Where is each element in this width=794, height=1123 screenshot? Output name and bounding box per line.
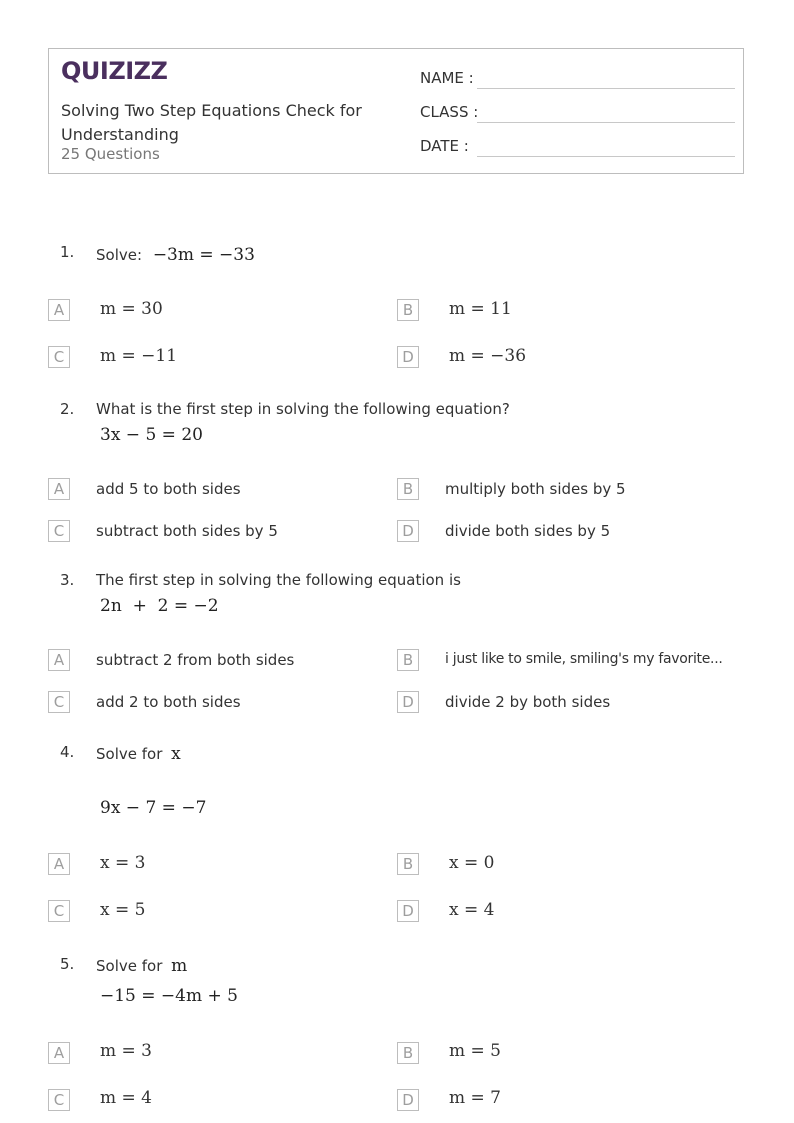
choice-a[interactable]: subtract 2 from both sides [96, 651, 295, 669]
choice-a[interactable]: add 5 to both sides [96, 480, 241, 498]
question-variable: m [171, 956, 188, 976]
question-text: What is the first step in solving the following equation? [96, 400, 510, 418]
choice-letter-c[interactable]: C [48, 520, 70, 542]
choice-letter-d[interactable]: D [397, 346, 419, 368]
choice-b[interactable]: multiply both sides by 5 [445, 480, 626, 498]
class-label: CLASS : [420, 103, 479, 121]
choice-letter-d[interactable]: D [397, 900, 419, 922]
class-line[interactable] [477, 122, 735, 123]
question-number: 1. [60, 243, 75, 261]
choice-b[interactable]: m = 5 [449, 1041, 501, 1061]
choice-letter-a[interactable]: A [48, 299, 70, 321]
question-equation: 9x − 7 = −7 [100, 798, 207, 818]
choice-letter-d[interactable]: D [397, 520, 419, 542]
question-equation: 3x − 5 = 20 [100, 425, 203, 445]
choice-c[interactable]: m = −11 [100, 346, 178, 366]
question-prompt: Solve: [96, 246, 143, 264]
name-field[interactable] [420, 65, 735, 91]
choice-letter-b[interactable]: B [397, 299, 419, 321]
question-equation: 2n + 2 = −2 [100, 596, 219, 616]
choice-b[interactable]: i just like to smile, smiling's my favorite... [445, 651, 723, 667]
choice-letter-d[interactable]: D [397, 691, 419, 713]
name-label: NAME : [420, 69, 474, 87]
choice-letter-a[interactable]: A [48, 478, 70, 500]
question-text [96, 956, 187, 976]
question-number: 4. [60, 743, 75, 761]
choice-c[interactable]: add 2 to both sides [96, 693, 241, 711]
choice-b[interactable]: m = 11 [449, 299, 512, 319]
choice-d[interactable]: divide 2 by both sides [445, 693, 611, 711]
choice-c[interactable]: subtract both sides by 5 [96, 522, 278, 540]
name-line[interactable] [477, 88, 735, 89]
quizizz-logo: QUIZIZZ [61, 57, 168, 85]
question-text [96, 245, 255, 265]
choice-letter-c[interactable]: C [48, 1089, 70, 1111]
question-number: 2. [60, 400, 75, 418]
question-text [96, 744, 181, 764]
question-prompt: Solve for [96, 745, 163, 763]
question-number: 5. [60, 955, 75, 973]
question-prompt: Solve for [96, 957, 163, 975]
choice-letter-c[interactable]: C [48, 346, 70, 368]
choice-letter-d[interactable]: D [397, 1089, 419, 1111]
choice-letter-b[interactable]: B [397, 649, 419, 671]
choice-a[interactable]: m = 3 [100, 1041, 152, 1061]
question-text: The first step in solving the following equation is [96, 571, 461, 589]
worksheet-header [48, 48, 744, 174]
choice-letter-b[interactable]: B [397, 853, 419, 875]
question-number: 3. [60, 571, 75, 589]
choice-d[interactable]: m = −36 [449, 346, 527, 366]
choice-letter-a[interactable]: A [48, 1042, 70, 1064]
date-label: DATE : [420, 137, 469, 155]
choice-a[interactable]: m = 30 [100, 299, 163, 319]
question-variable: x [171, 744, 181, 764]
date-field[interactable] [420, 133, 735, 159]
date-line[interactable] [477, 156, 735, 157]
choice-letter-a[interactable]: A [48, 853, 70, 875]
choice-d[interactable]: m = 7 [449, 1088, 501, 1108]
choice-letter-b[interactable]: B [397, 478, 419, 500]
choice-letter-c[interactable]: C [48, 691, 70, 713]
choice-a[interactable]: x = 3 [100, 853, 146, 873]
class-field[interactable] [420, 99, 735, 125]
choice-c[interactable]: m = 4 [100, 1088, 152, 1108]
choice-letter-b[interactable]: B [397, 1042, 419, 1064]
question-math: −3m = −33 [152, 245, 255, 265]
choice-letter-c[interactable]: C [48, 900, 70, 922]
question-count: 25 Questions [61, 145, 160, 163]
worksheet-title: Solving Two Step Equations Check for Understanding [61, 101, 362, 144]
choice-b[interactable]: x = 0 [449, 853, 495, 873]
choice-d[interactable]: divide both sides by 5 [445, 522, 611, 540]
choice-d[interactable]: x = 4 [449, 900, 495, 920]
choice-c[interactable]: x = 5 [100, 900, 146, 920]
choice-letter-a[interactable]: A [48, 649, 70, 671]
question-equation: −15 = −4m + 5 [100, 986, 238, 1006]
